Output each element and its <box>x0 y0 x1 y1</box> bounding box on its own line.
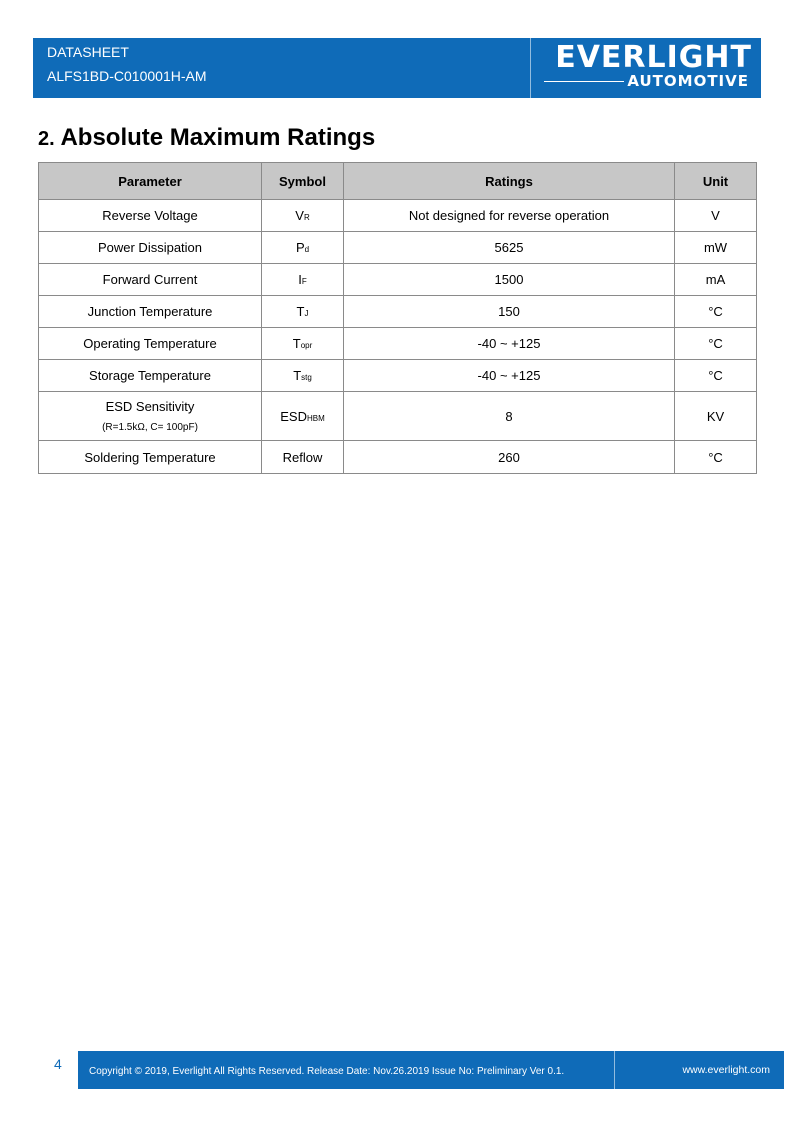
table-row <box>39 200 757 232</box>
logo-rule <box>544 81 624 82</box>
symbol-main: T <box>296 304 305 319</box>
cell-parameter: Operating Temperature <box>39 328 262 360</box>
footer-bar <box>45 1051 784 1089</box>
cell-symbol <box>262 232 344 264</box>
cell-rating: 5625 <box>344 232 675 264</box>
cell-unit: mW <box>675 232 757 264</box>
symbol-subscript: stg <box>301 373 312 382</box>
cell-parameter: Reverse Voltage <box>39 200 262 232</box>
symbol-subscript: opr <box>300 341 313 350</box>
cell-parameter <box>39 392 262 441</box>
symbol-subscript: J <box>304 309 309 318</box>
symbol-subscript: HBM <box>306 413 325 423</box>
header-divider <box>530 38 531 98</box>
section-title <box>38 123 375 154</box>
cell-parameter: Forward Current <box>39 264 262 296</box>
header-ratings: Ratings <box>344 163 675 200</box>
table-row <box>39 232 757 264</box>
table-row <box>39 392 757 441</box>
table-row <box>39 441 757 474</box>
symbol-subscript: F <box>301 277 307 286</box>
cell-rating: -40 ~ +125 <box>344 360 675 392</box>
table-row <box>39 264 757 296</box>
cell-parameter: Power Dissipation <box>39 232 262 264</box>
parameter-name: ESD Sensitivity <box>105 399 195 414</box>
symbol-main: I <box>298 272 302 287</box>
cell-symbol <box>262 200 344 232</box>
doc-type-label: DATASHEET <box>47 44 129 60</box>
cell-parameter: Soldering Temperature <box>39 441 262 474</box>
ratings-table <box>38 162 757 474</box>
symbol-main: V <box>295 208 304 223</box>
header-unit: Unit <box>675 163 757 200</box>
cell-unit: °C <box>675 296 757 328</box>
website-link[interactable]: www.everlight.com <box>682 1064 770 1076</box>
symbol-main: Reflow <box>282 449 323 465</box>
copyright-text: Copyright © 2019, Everlight All Rights Reserved. Release Date: Nov.26.2019 Issue No: Preliminary Ver 0.1. <box>89 1066 565 1077</box>
table-row <box>39 328 757 360</box>
cell-unit: °C <box>675 328 757 360</box>
page-number-box <box>45 1051 78 1089</box>
cell-rating: 1500 <box>344 264 675 296</box>
header-symbol: Symbol <box>262 163 344 200</box>
footer-divider <box>614 1051 615 1089</box>
cell-symbol <box>262 328 344 360</box>
cell-parameter: Storage Temperature <box>39 360 262 392</box>
symbol-main: ESD <box>280 408 307 424</box>
table-row <box>39 296 757 328</box>
cell-parameter: Junction Temperature <box>39 296 262 328</box>
symbol-subscript: d <box>304 245 310 254</box>
cell-unit: °C <box>675 360 757 392</box>
cell-symbol <box>262 441 344 474</box>
cell-rating: Not designed for reverse operation <box>344 200 675 232</box>
cell-unit: °C <box>675 441 757 474</box>
brand-logo: EVERLIGHT <box>555 40 752 75</box>
symbol-subscript: R <box>303 213 310 222</box>
cell-symbol <box>262 264 344 296</box>
symbol-main: T <box>293 368 302 383</box>
cell-unit: mA <box>675 264 757 296</box>
cell-rating: -40 ~ +125 <box>344 328 675 360</box>
page-number: 4 <box>54 1056 62 1072</box>
part-number: ALFS1BD-C010001H-AM <box>47 68 207 84</box>
parameter-note: (R=1.5kΩ, C= 100pF) <box>102 422 198 433</box>
symbol-main: P <box>295 240 305 255</box>
symbol-main: T <box>292 336 301 351</box>
cell-rating: 150 <box>344 296 675 328</box>
cell-symbol <box>262 360 344 392</box>
header-parameter: Parameter <box>39 163 262 200</box>
cell-symbol <box>262 296 344 328</box>
cell-unit: KV <box>675 392 757 441</box>
table-row <box>39 360 757 392</box>
cell-symbol <box>262 392 344 441</box>
section-title-text: Absolute Maximum Ratings <box>60 124 376 151</box>
cell-unit: V <box>675 200 757 232</box>
header-banner <box>33 38 761 98</box>
table-header-row <box>39 163 757 200</box>
cell-rating: 260 <box>344 441 675 474</box>
brand-logo-sub: AUTOMOTIVE <box>627 72 749 90</box>
cell-rating: 8 <box>344 392 675 441</box>
section-number: 2. <box>38 128 55 150</box>
